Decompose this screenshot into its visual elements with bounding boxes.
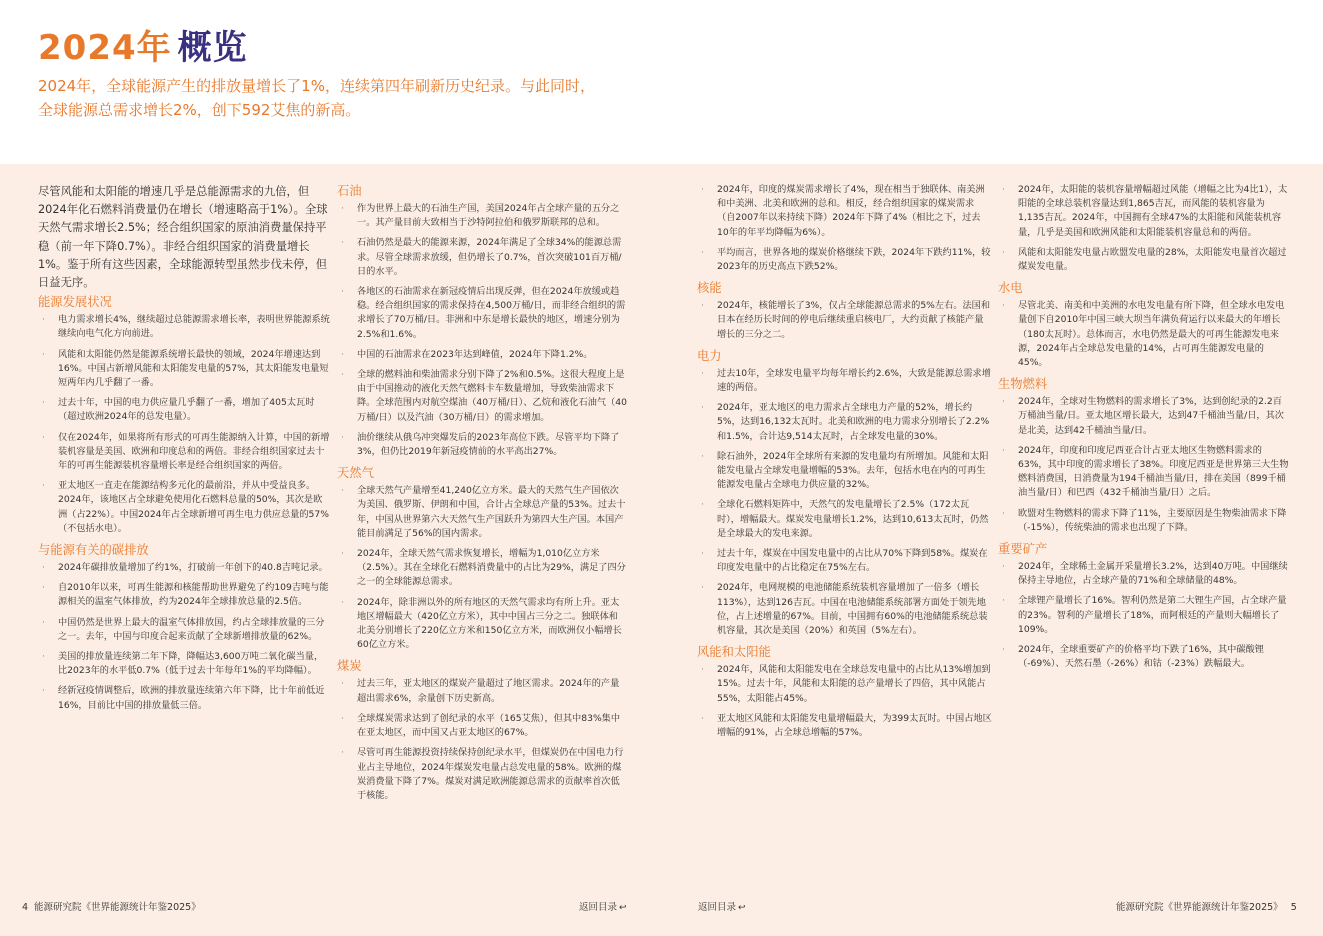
coal-list <box>337 677 627 803</box>
list-item: · 2024年，电网规模的电池储能系统装机容量增加了一倍多（增长113%），达到126吉瓦。中国在电池储能系统部署方面处于领先地位，占上述增量的67%。目前，中国拥有60%的电池储能系统总装机容量，其次是美国（20%）和英国（5%左右）。 <box>697 581 992 638</box>
page-subtitle <box>38 74 658 122</box>
section-title-critical-minerals: 重要矿产 <box>998 542 1048 557</box>
list-item: · 过去三年，亚太地区的煤炭产量超过了地区需求。2024年的产量超出需求6%，余量创下历史新高。 <box>337 677 627 705</box>
column-1 <box>38 183 330 719</box>
footer-title-right: 能源研究院《世界能源统计年鉴2025》 <box>1116 902 1283 913</box>
oil-list <box>337 202 627 459</box>
list-item: · 石油仍然是最大的能源来源，2024年满足了全球34%的能源总需求。尽管全球需求放缓，但仍增长了0.7%，首次突破101百万桶/日的水平。 <box>337 236 627 279</box>
nuclear-list <box>697 299 992 342</box>
list-item: · 除石油外，2024年全球所有来源的发电量均有所增加。风能和太阳能发电量占全球发电量增幅的53%。去年，包括水电在内的可再生能源发电量占全球电力供应量的32%。 <box>697 450 992 493</box>
page-number-left: 4 <box>22 902 29 913</box>
list-item: · 尽管北美、南美和中美洲的水电发电量有所下降，但全球水电发电量创下自2010年中国三峡大坝当年满负荷运行以来最大的年增长（180太瓦时）。总体而言，水电仍然是最大的可再生能源发电来源，2024年占全球总发电量的14%，占可再生能源发电量的45%。 <box>998 299 1290 370</box>
biofuels-list <box>998 395 1290 535</box>
title-year: 2024年 <box>38 28 172 68</box>
subtitle-line: 2024年，全球能源产生的排放量增长了1%，连续第四年刷新历史纪录。与此同时， <box>38 77 595 95</box>
page-number-right: 5 <box>1290 902 1297 913</box>
intro-paragraph: 尽管风能和太阳能的增速几乎是总能源需求的九倍，但2024年化石燃料消费量仍在增长（增速略高于1%）。全球天然气需求增长2.5%；经合组织国家的原油消费量保持平稳（前一年下降0.7%）。非经合组织国家的消费量增长1%。鉴于所有这些因素，全球能源转型虽然步伐未停，但日益无序。 <box>38 185 328 290</box>
natural-gas-list <box>337 484 627 652</box>
section-title-oil: 石油 <box>337 184 362 198</box>
list-item: · 2024年，印度的煤炭需求增长了4%，现在相当于独联体、南美洲和中美洲、北美和欧洲的总和。相反，经合组织国家的煤炭需求（自2007年以来持续下降）2024年下降了4%（相比之下，过去10年的年平均降幅为6%）。 <box>697 183 992 240</box>
list-item: · 2024年，核能增长了3%，仅占全球能源总需求的5%左右。法国和日本在经历长时间的停电后继续重启核电厂，大约贡献了核能产量增长的三分之二。 <box>697 299 992 342</box>
list-item: · 全球天然气产量增至41,240亿立方米。最大的天然气生产国依次为美国、俄罗斯、伊朗和中国，合计占全球总产量的53%。过去十年，中国从世界第六大天然气生产国跃升为第四大生产国。本国产能目前满足了56%的国内需求。 <box>337 484 627 541</box>
coal-continued-list <box>697 183 992 274</box>
page-title <box>38 30 248 67</box>
list-item: · 各地区的石油需求在新冠疫情后出现反弹，但在2024年放缓或趋稳。经合组织国家的需求保持在4,500万桶/日，而非经合组织的需求增长了70万桶/日。非洲和中东是增长最快的地区，增速分别为2.5%和1.6%。 <box>337 285 627 342</box>
list-item: · 亚太地区一直走在能源结构多元化的最前沿，并从中受益良多。2024年，该地区占全球避免使用化石燃料总量的50%，其次是欧洲（占22%）。中国2024年占全球新增可再生电力供应总量的57%（不包括水电）。 <box>38 479 330 536</box>
list-item: · 平均而言，世界各地的煤炭价格继续下跌，2024年下跌约11%，较2023年的历史高点下跌52%。 <box>697 246 992 274</box>
section-title-coal: 煤炭 <box>337 659 362 674</box>
page-header <box>0 0 1323 164</box>
list-item: · 全球的燃料油和柴油需求分别下降了2%和0.5%。这很大程度上是由于中国推动的液化天然气燃料卡车数量增加，导致柴油需求下降。全球范围内对航空煤油（40万桶/日）、乙烷和液化石油气（40万桶/日）以及汽油（30万桶/日）的需求增加。 <box>337 368 627 425</box>
list-item: · 欧盟对生物燃料的需求下降了11%，主要原因是生物柴油需求下降（-15%），传统柴油的需求也出现了下降。 <box>998 507 1290 535</box>
carbon-emissions-list <box>38 561 330 713</box>
section-title-energy-development: 能源发展状况 <box>38 295 112 310</box>
list-item: · 2024年，风能和太阳能发电在全球总发电量中的占比从13%增加到15%。过去十年，风能和太阳能的总产量增长了四倍，其中风能占55%，太阳能占45%。 <box>697 663 992 706</box>
footer-left <box>22 901 201 915</box>
list-item: · 作为世界上最大的石油生产国，美国2024年占全球产量的五分之一。其产量目前大致相当于沙特阿拉伯和俄罗斯联邦的总和。 <box>337 202 627 230</box>
list-item: · 全球锂产量增长了16%。智利仍然是第二大锂生产国，占全球产量的23%。智利的产量增长了18%，而阿根廷的产量则大幅增长了109%。 <box>998 594 1290 637</box>
list-item: · 尽管可再生能源投资持续保持创纪录水平，但煤炭仍在中国电力行业占主导地位，2024年煤炭发电量占总发电量的58%。欧洲的煤炭消费量下降了7%。煤炭对满足欧洲能源总需求的贡献率首次低于核能。 <box>337 746 627 803</box>
return-to-toc-link-right[interactable] <box>698 901 746 915</box>
list-item: · 中国仍然是世界上最大的温室气体排放国，约占全球排放量的三分之一。去年，中国与印度合起来贡献了全球新增排放量的62%。 <box>38 616 330 644</box>
list-item: · 美国的排放量连续第二年下降，降幅达3,600万吨二氧化碳当量，比2023年的水平低0.7%（低于过去十年每年1%的平均降幅）。 <box>38 650 330 678</box>
section-title-biofuels: 生物燃料 <box>998 377 1048 392</box>
list-item: · 2024年，除非洲以外的所有地区的天然气需求均有所上升。亚太地区增幅最大（420亿立方米），其中中国占三分之二。独联体和北美分别增长了220亿立方米和150亿立方米，而欧洲仅小幅增长60亿立方米。 <box>337 596 627 653</box>
list-item: · 2024年，印度和印度尼西亚合计占亚太地区生物燃料需求的63%，其中印度的需求增长了38%。印度尼西亚是世界第三大生物燃料消费国，日消费量为194千桶油当量/日，排在美国（899千桶油当量/日）和巴西（432千桶油当量/日）之后。 <box>998 444 1290 501</box>
wind-solar-continued-list <box>998 183 1290 274</box>
return-arrow-icon: ↩ <box>738 903 746 913</box>
hydro-list <box>998 299 1290 370</box>
footer-right <box>1116 901 1297 915</box>
list-item: · 2024年，全球重要矿产的价格平均下跌了16%，其中碳酸锂（-69%）、天然石墨（-26%）和钴（-23%）跌幅最大。 <box>998 643 1290 671</box>
column-3 <box>697 183 992 746</box>
list-item: · 仅在2024年，如果将所有形式的可再生能源纳入计算，中国的新增装机容量是美国、欧洲和印度总和的两倍。非经合组织国家过去十年的可再生能源装机容量增长率是经合组织国家的两倍。 <box>38 431 330 474</box>
list-item: · 2024年，全球稀土金属开采量增长3.2%，达到40万吨。中国继续保持主导地位，占全球产量的71%和全球储量的48%。 <box>998 560 1290 588</box>
list-item: · 电力需求增长4%，继续超过总能源需求增长率，表明世界能源系统继续向电气化方向前进。 <box>38 313 330 341</box>
column-4 <box>998 183 1290 677</box>
energy-development-list <box>38 313 330 536</box>
wind-solar-list <box>697 663 992 740</box>
list-item: · 经新冠疫情调整后，欧洲的排放量连续第六年下降，比十年前低近16%，目前比中国的排放量低三倍。 <box>38 684 330 712</box>
list-item: · 2024年，全球对生物燃料的需求增长了3%，达到创纪录的2.2百万桶油当量/日。亚太地区增长最大，达到47千桶油当量/日，其次是北美，达到42千桶油当量/日。 <box>998 395 1290 438</box>
list-item: · 2024年碳排放量增加了约1%，打破前一年创下的40.8吉吨记录。 <box>38 561 330 575</box>
power-list <box>697 367 992 638</box>
subtitle-line: 全球能源总需求增长2%，创下592艾焦的新高。 <box>38 101 361 119</box>
list-item: · 自2010年以来，可再生能源和核能帮助世界避免了约109吉吨与能源相关的温室气体排放，约为2024年全球排放总量的2.5倍。 <box>38 581 330 609</box>
section-title-carbon-emissions: 与能源有关的碳排放 <box>38 543 149 558</box>
list-item: · 中国的石油需求在2023年达到峰值，2024年下降1.2%。 <box>337 348 627 362</box>
list-item: · 过去十年，煤炭在中国发电量中的占比从70%下降到58%。煤炭在印度发电量中的占比稳定在75%左右。 <box>697 547 992 575</box>
list-item: · 过去10年，全球发电量平均每年增长约2.6%，大致是能源总需求增速的两倍。 <box>697 367 992 395</box>
section-title-wind-solar: 风能和太阳能 <box>697 645 771 660</box>
footer-title-left: 能源研究院《世界能源统计年鉴2025》 <box>34 902 201 913</box>
list-item: · 油价继续从俄乌冲突爆发后的2023年高位下跌。尽管平均下降了3%，但仍比2019年新冠疫情前的水平高出27%。 <box>337 431 627 459</box>
return-label: 返回目录 <box>698 902 737 913</box>
list-item: · 风能和太阳能发电量占欧盟发电量的28%，太阳能发电量首次超过煤炭发电量。 <box>998 246 1290 274</box>
list-item: · 2024年，亚太地区的电力需求占全球电力产量的52%，增长约5%，达到16,132太瓦时。北美和欧洲的电力需求分别增长了2.2%和1.5%，合计达9,514太瓦时，占全球发电量的30%。 <box>697 401 992 444</box>
return-to-toc-link-left[interactable] <box>579 901 627 915</box>
list-item: · 风能和太阳能仍然是能源系统增长最快的领域，2024年增速达到16%。中国占新增风能和太阳能发电量的57%，其太阳能发电量短短两年内几乎翻了一番。 <box>38 348 330 391</box>
critical-minerals-list <box>998 560 1290 671</box>
list-item: · 全球化石燃料矩阵中，天然气的发电量增长了2.5%（172太瓦时），增幅最大。煤炭发电量增长1.2%，达到10,613太瓦时，仍然是全球最大的发电来源。 <box>697 498 992 541</box>
list-item: · 2024年，全球天然气需求恢复增长，增幅为1,010亿立方米（2.5%）。其在全球化石燃料消费量中的占比为29%，满足了四分之一的全球能源总需求。 <box>337 547 627 590</box>
column-2 <box>337 183 627 809</box>
list-item: · 亚太地区风能和太阳能发电量增幅最大，为399太瓦时。中国占地区增幅的91%，占全球总增幅的57%。 <box>697 712 992 740</box>
section-title-hydro: 水电 <box>998 281 1023 296</box>
list-item: · 2024年，太阳能的装机容量增幅超过风能（增幅之比为4比1），太阳能的全球总装机容量达到1,865吉瓦，而风能的装机容量为1,135吉瓦。2024年，中国拥有全球47%的太阳能和风能装机容量，几乎是美国和欧洲风能和太阳能装机容量总和的两倍。 <box>998 183 1290 240</box>
title-text: 概览 <box>177 28 248 68</box>
section-title-natural-gas: 天然气 <box>337 466 374 481</box>
section-title-power: 电力 <box>697 348 722 363</box>
list-item: · 全球煤炭需求达到了创纪录的水平（165艾焦），但其中83%集中在亚太地区，而中国又占亚太地区的67%。 <box>337 712 627 740</box>
section-title-nuclear: 核能 <box>697 281 722 296</box>
list-item: · 过去十年，中国的电力供应量几乎翻了一番，增加了405太瓦时（超过欧洲2024年的总发电量）。 <box>38 396 330 424</box>
return-label: 返回目录 <box>579 902 618 913</box>
return-arrow-icon: ↩ <box>619 903 627 913</box>
